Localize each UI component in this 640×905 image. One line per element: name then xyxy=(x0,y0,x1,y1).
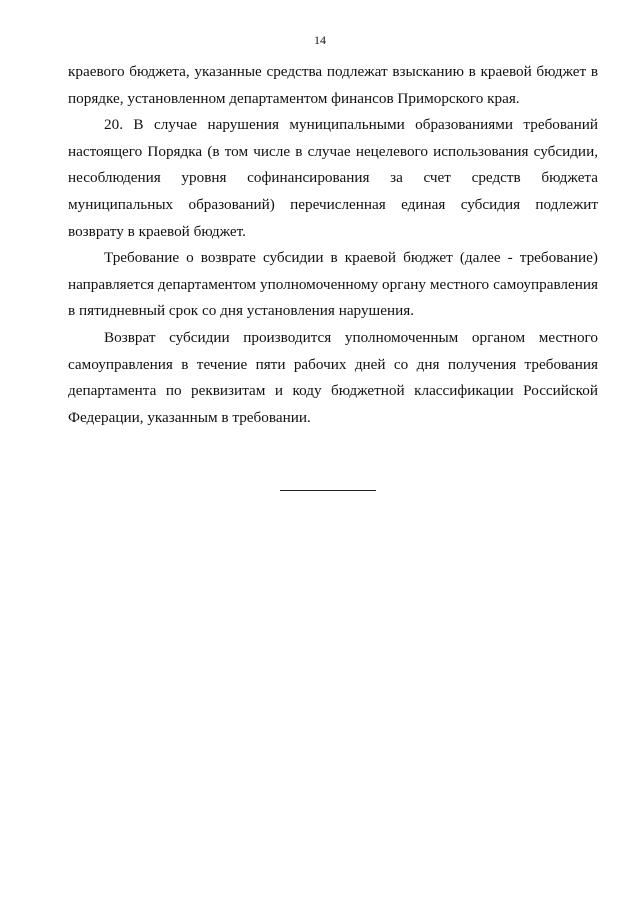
paragraph-item-20: 20. В случае нарушения муниципальными образованиями требований настоящего Порядка (в том числе в случае нецелевого использования субсидии, несоблюдения уровня софинансирования за счет средств бюджета муниципальных образований) перечисленная единая субсидия подлежит возврату в краевой бюджет. xyxy=(68,116,598,240)
document-body xyxy=(68,59,598,431)
paragraph-refund-requirement: Требование о возврате субсидии в краевой бюджет (далее - требование) направляется департаментом уполномоченному органу местного самоуправления в пятидневный срок со дня установления нарушения. xyxy=(68,249,598,320)
end-of-document-rule xyxy=(280,490,376,491)
paragraph-refund-procedure: Возврат субсидии производится уполномоченным органом местного самоуправления в течение пяти рабочих дней со дня получения требования департамента по реквизитам и коду бюджетной классификации Российской Федерации, указанным в требовании. xyxy=(68,328,598,426)
page-number: 14 xyxy=(314,33,326,47)
paragraph-continuation: краевого бюджета, указанные средства подлежат взысканию в краевой бюджет в порядке, установленном департаментом финансов Приморского края. xyxy=(68,63,598,107)
